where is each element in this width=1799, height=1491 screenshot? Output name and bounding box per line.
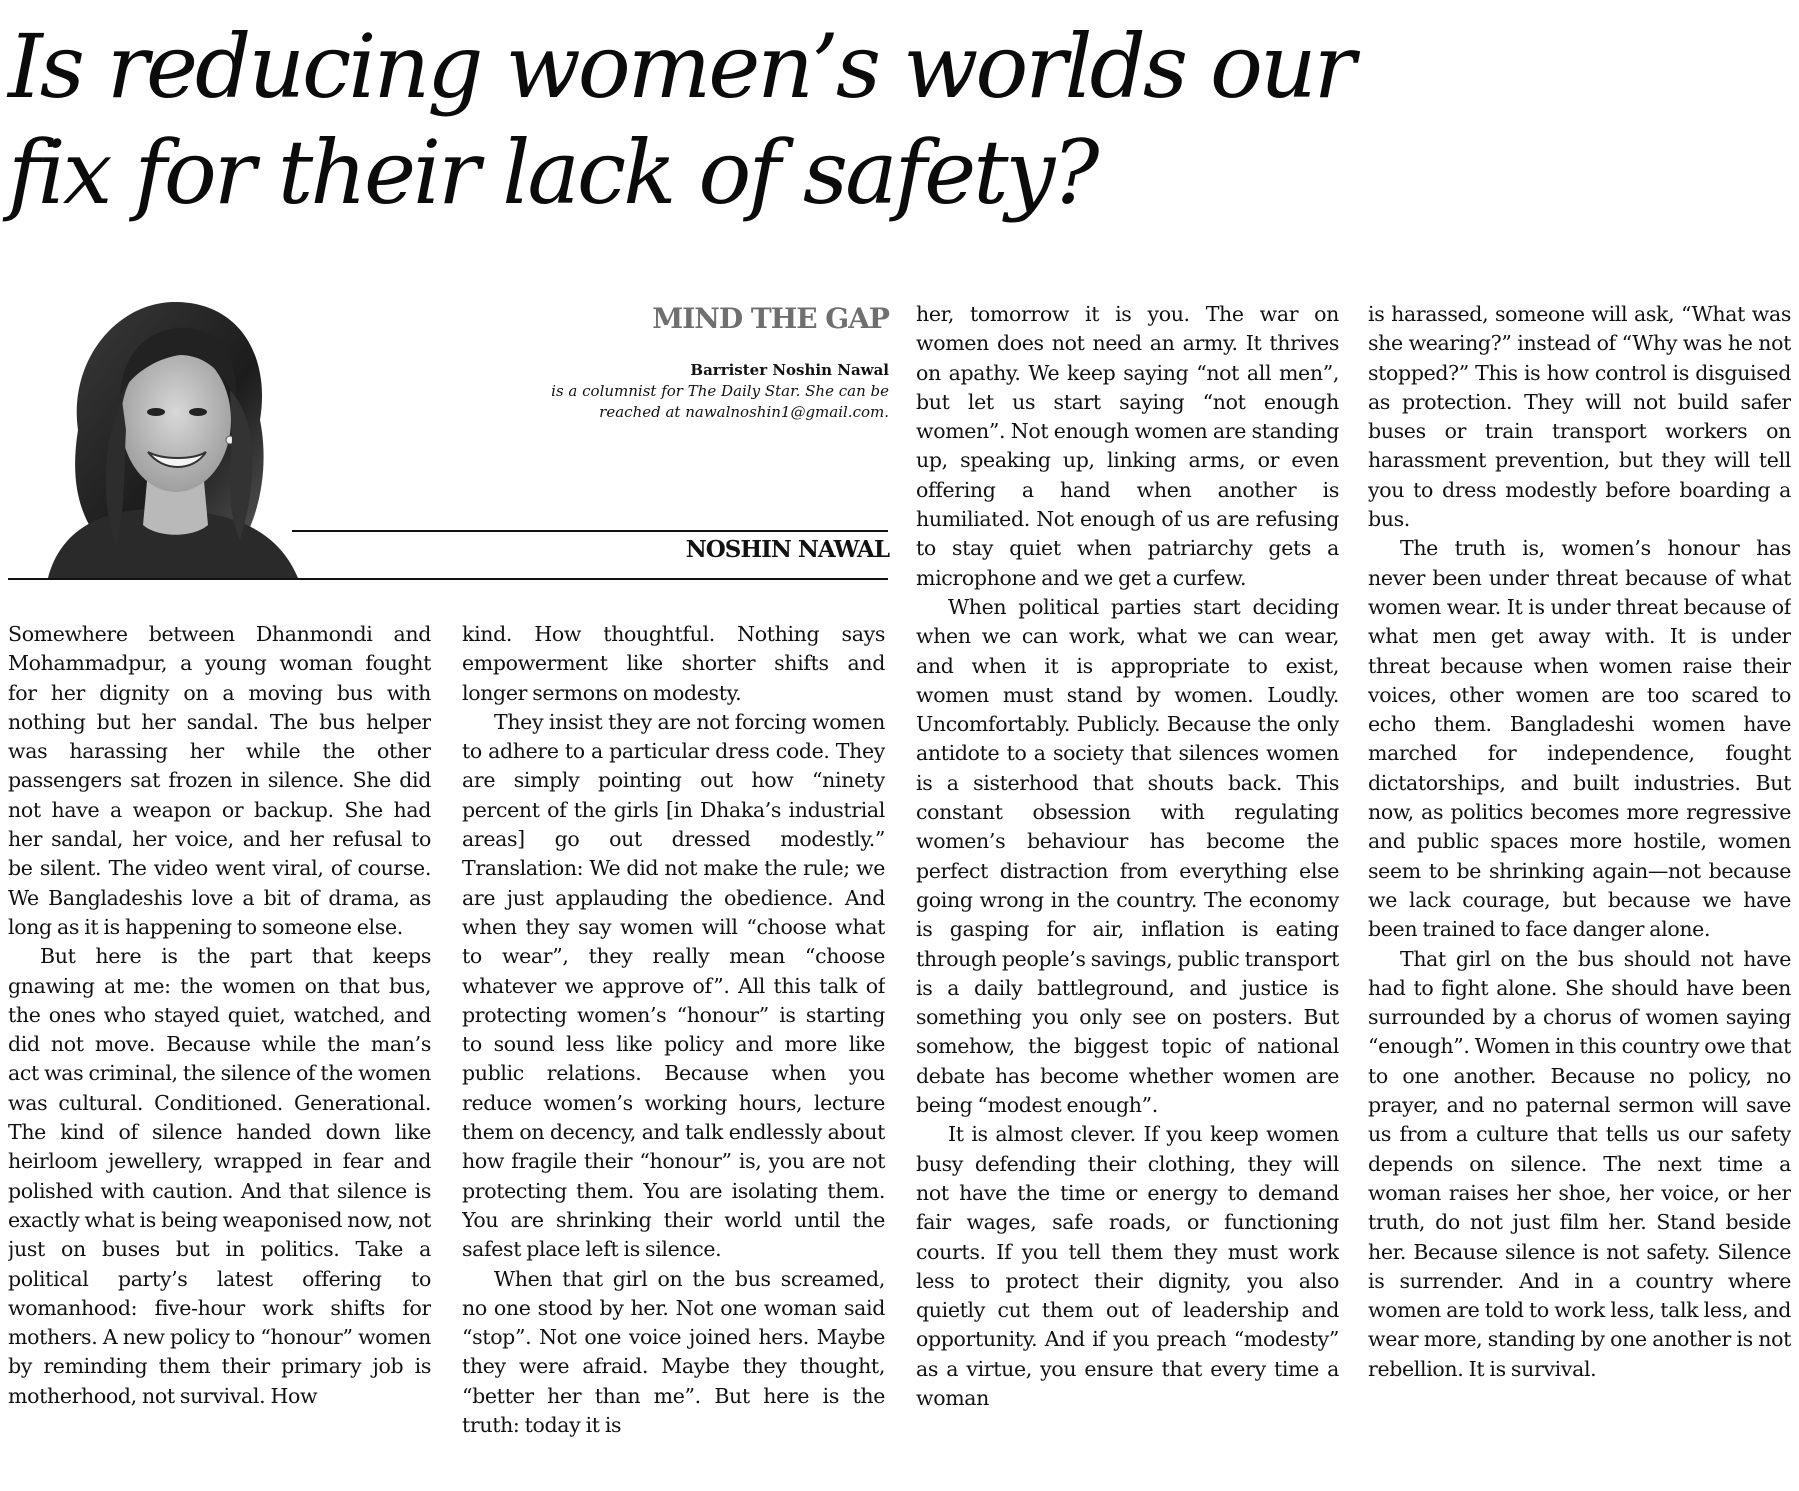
paragraph: The truth is, women’s honour has never been under threat because of what women wear. It is under threat because of what men get away with. It is under threat because when women raise their voices, other women are too scared to echo them. Bangladeshi women have marched for independence, fought dictatorships, and built industries. But now, as politics becomes more regressive and public spaces more hostile, women seem to be shrinking again—not because we lack courage, but because we have been trained to face danger alone. xyxy=(1368,536,1791,942)
article-column-3 xyxy=(916,300,1339,1482)
paragraph: is harassed, someone will ask, “What was she wearing?” instead of “Why was he not stopped?” This is how control is disguised as protection. They will not build safer buses or train transport workers on harassment prevention, but they will tell you to dress modestly before boarding a bus. xyxy=(1368,302,1791,532)
paragraph: When that girl on the bus screamed, no one stood by her. Not one woman said “stop”. Not one voice joined hers. Maybe they were afraid. Maybe they thought, “better her than me”. But here is the truth: today it is xyxy=(462,1266,885,1438)
bio-line-1: is a columnist for The Daily Star. She can be xyxy=(551,382,889,400)
paragraph: But here is the part that keeps gnawing at me: the women on that bus, the ones who stayed quiet, watched, and did not move. Because while the man’s act was criminal, the silence of the women was cultural. Conditioned. Generational. The kind of silence handed down like heirloom jewellery, wrapped in fear and polished with caution. And that silence is exactly what is being weaponised now, not just on buses but in politics. Take a political party’s latest offering to womanhood: five-hour work shifts for mothers. A new policy to “honour” women by reminding them their primary job is motherhood, not survival. How xyxy=(8,944,431,1408)
bio-name: Barrister Noshin Nawal xyxy=(690,361,889,379)
paragraph: That girl on the bus should not have had to fight alone. She should have been surrounded by a chorus of women saying “enough”. Women in this country owe that to one another. Because no policy, no prayer, and no paternal sermon will save us from a culture that tells us our safety depends on silence. The next time a woman raises her shoe, her voice, or her truth, do not just film her. Stand beside her. Because silence is not safety. Silence is surrender. And in a country where women are told to work less, talk less, and wear more, standing by one another is not rebellion. It is survival. xyxy=(1368,946,1791,1381)
paragraph: It is almost clever. If you keep women busy defending their clothing, they will not have the time or energy to demand fair wages, safe roads, or functioning courts. If you tell them they must work less to protect their dignity, you also quietly cut them out of leadership and opportunity. And if you preach “modesty” as a virtue, you ensure that every time a woman xyxy=(916,1122,1339,1410)
byline-rule xyxy=(292,530,888,532)
author-portrait-icon xyxy=(8,300,532,578)
article-column-1 xyxy=(8,620,431,1482)
header-bottom-rule xyxy=(8,578,888,580)
headline-line-2: fix for their lack of safety? xyxy=(8,121,1097,224)
author-bio xyxy=(369,360,889,423)
headline xyxy=(8,14,1788,226)
paragraph: her, tomorrow it is you. The war on women does not need an army. It thrives on apathy. We keep saying “not all men”, but let us start saying “not enough women”. Not enough women are standing up, speaking up, linking arms, or even offering a hand when another is humiliated. Not enough of us are refusing to stay quiet when patriarchy gets a microphone and we get a curfew. xyxy=(916,302,1339,590)
paragraph: When political parties start deciding when we can work, what we can wear, and when it is appropriate to exist, women must stand by women. Loudly. Uncomfortably. Publicly. Because the only antidote to a society that silences women is a sisterhood that shouts back. This constant obsession with regulating women’s behaviour has become the perfect distraction from everything else going wrong in the country. The economy is gasping for air, inflation is eating through people’s savings, public transport is a daily battleground, and justice is something you only see on posters. But somehow, the biggest topic of national debate has become whether women are being “modest enough”. xyxy=(916,594,1339,1118)
bio-line-2: reached at nawalnoshin1@gmail.com. xyxy=(599,403,889,421)
article-column-2 xyxy=(462,620,885,1482)
column-label: MIND THE GAP xyxy=(652,302,889,335)
paragraph: Somewhere between Dhanmondi and Mohammadpur, a young woman fought for her dignity on a moving bus with nothing but her sandal. The bus helper was harassing her while the other passengers sat frozen in silence. She did not have a weapon or backup. She had her sandal, her voice, and her refusal to be silent. The video went viral, of course. We Bangladeshis love a bit of drama, as long as it is happening to someone else. xyxy=(8,622,431,939)
article-column-4 xyxy=(1368,300,1791,1482)
paragraph: They insist they are not forcing women to adhere to a particular dress code. They are simply pointing out how “ninety percent of the girls [in Dhaka’s industrial areas] go out dressed modestly.” Translation: We did not make the rule; we are just applauding the obedience. And when they say women will “choose what to wear”, they really mean “choose whatever we approve of”. All this talk of protecting women’s “honour” is starting to sound less like policy and more like public relations. Because when you reduce women’s working hours, lecture them on decency, and talk endlessly about how fragile their “honour” is, you are not protecting them. You are isolating them. You are shrinking their world until the safest place left is silence. xyxy=(462,709,885,1262)
paragraph: kind. How thoughtful. Nothing says empowerment like shorter shifts and longer sermons on modesty. xyxy=(462,622,885,705)
headline-line-1: Is reducing women’s worlds our xyxy=(8,15,1353,118)
author-name: NOSHIN NAWAL xyxy=(685,536,889,563)
